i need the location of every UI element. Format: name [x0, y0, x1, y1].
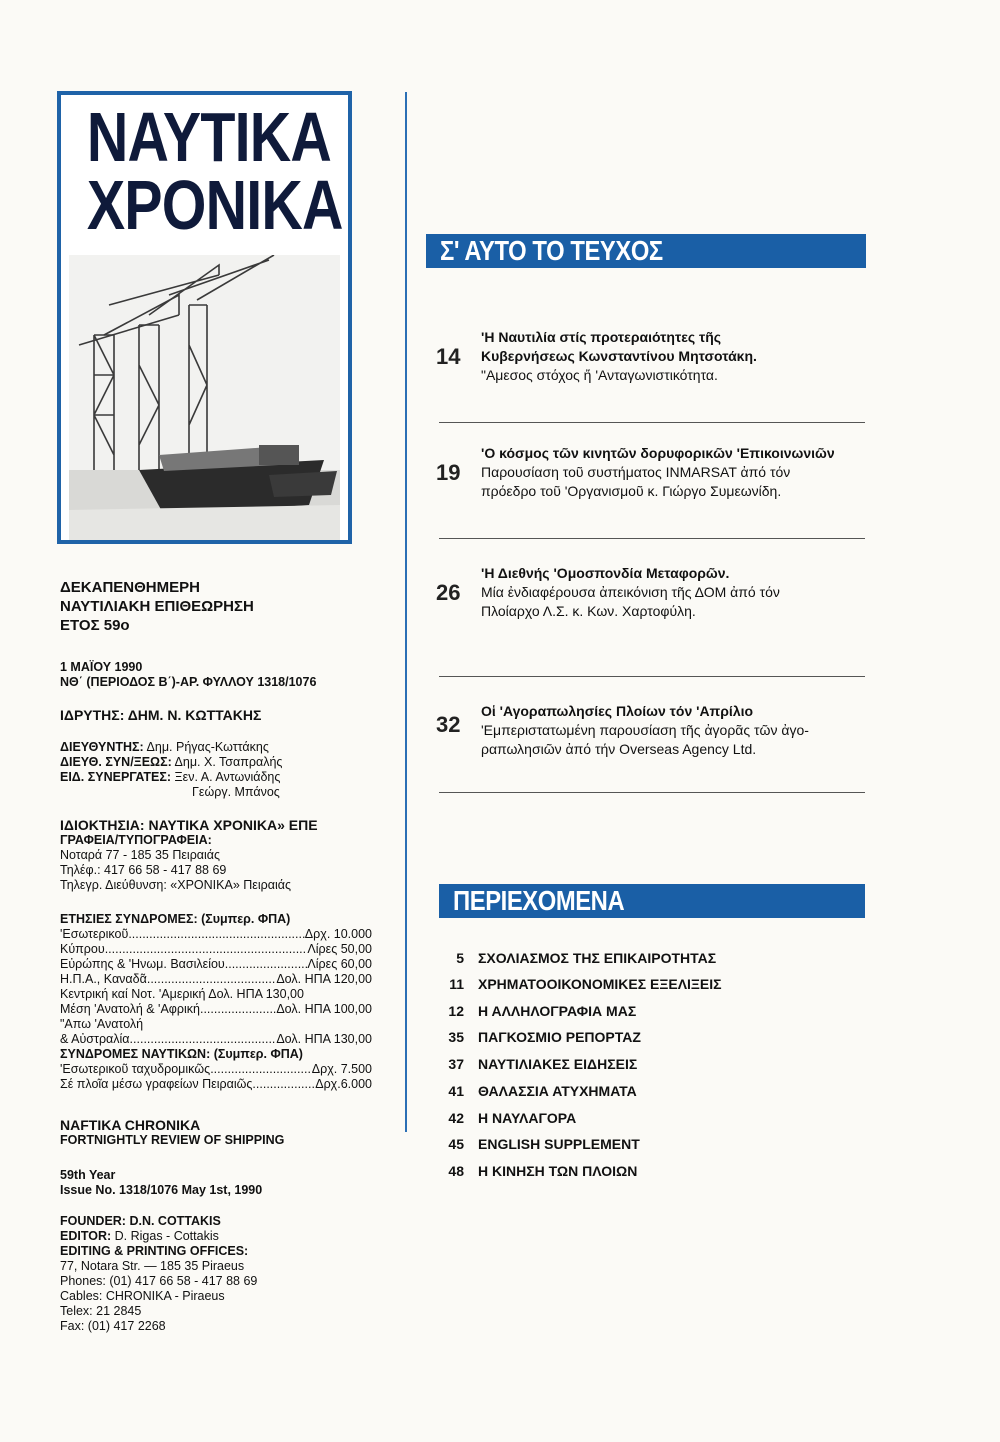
- subscription-row-7: [60, 1032, 372, 1047]
- english-issue: Issue No. 1318/1076 May 1st, 1990: [60, 1183, 263, 1197]
- article-headline: 'Η Διεθνής 'Ομοσπονδία Μεταφορῶν.: [481, 565, 730, 581]
- english-address: 77, Notara Str. — 185 35 Piraeus: [60, 1259, 245, 1273]
- subscription-label: & Αὐστραλία: [60, 1032, 130, 1046]
- subscription-label: 'Εσωτερικοῦ: [60, 927, 129, 941]
- english-cables: Cables: CHRONIKA - Piraeus: [60, 1289, 225, 1303]
- english-telex: Telex: 21 2845: [60, 1304, 142, 1318]
- year-label: ΕΤΟΣ 59ο: [60, 617, 130, 634]
- contents-page: 35: [448, 1029, 464, 1045]
- subscription-label: Κύπρου: [60, 942, 105, 956]
- cover-title-line2: ΧΡΟΝΙΚΑ: [86, 166, 343, 244]
- subscription-value: Δολ. ΗΠΑ 120,00: [276, 972, 372, 986]
- contents-title-text: Η ΑΛΛΗΛΟΓΡΑΦΙΑ ΜΑΣ: [478, 1003, 637, 1019]
- editor-line: [60, 755, 380, 770]
- contents-title-text: ΠΑΓΚΟΣΜΙΟ ΡΕΠΟΡΤΑΖ: [478, 1029, 641, 1045]
- subscription-value: Λίρες 60,00: [307, 957, 372, 971]
- article-separator: [439, 792, 865, 793]
- subscription-label: 'Εσωτερικοῦ ταχυδρομικῶς: [60, 1062, 211, 1076]
- contents-page: 12: [448, 1003, 464, 1019]
- article-separator: [439, 676, 865, 677]
- contents-title-text: ENGLISH SUPPLEMENT: [478, 1136, 640, 1152]
- article-summary-2: Πλοίαρχο Λ.Σ. κ. Κων. Χαρτοφύλη.: [481, 603, 696, 619]
- editor-name: Δημ. Χ. Τσαπραλής: [174, 755, 283, 769]
- english-name: NAFTIKA CHRONIKA: [60, 1117, 201, 1133]
- english-year: 59th Year: [60, 1168, 116, 1182]
- contents-page: 45: [448, 1136, 464, 1152]
- article-separator: [439, 538, 865, 539]
- naut-row-0: [60, 1062, 372, 1077]
- contents-title-text: ΧΡΗΜΑΤΟΟΙΚΟΝΟΜΙΚΕΣ ΕΞΕΛΙΞΕΙΣ: [478, 976, 722, 992]
- article-separator: [439, 422, 865, 423]
- subscription-label: Μέση 'Ανατολή & 'Αφρική: [60, 1002, 200, 1016]
- subtitle-review: ΝΑΥΤΙΛΙΑΚΗ ΕΠΙΘΕΩΡΗΣΗ: [60, 598, 254, 615]
- contents-page: 5: [456, 950, 464, 966]
- cover-title-line1: ΝΑΥΤΙΚΑ: [86, 98, 331, 176]
- subscription-value: Δολ. ΗΠΑ 130,00: [276, 1032, 372, 1046]
- article-summary: "Αμεσος στόχος ἤ 'Ανταγωνιστικότητα.: [481, 367, 718, 383]
- subscription-row-0: [60, 927, 372, 942]
- english-tagline: FORTNIGHTLY REVIEW OF SHIPPING: [60, 1133, 285, 1147]
- subscription-label: Σέ πλοῖα μέσω γραφείων Πειραιῶς: [60, 1077, 253, 1091]
- article-summary-2: ραπωλησιῶν ἀπό τήν Overseas Agency Ltd.: [481, 741, 757, 757]
- article-summary-2: πρόεδρο τοῦ 'Οργανισμοῦ κ. Γιώργο Συμεωνίδη.: [481, 483, 782, 499]
- subscription-row-6: "Απω 'Ανατολή: [60, 1017, 144, 1031]
- article-headline: 'Ο κόσμος τῶν κινητῶν δορυφορικῶν 'Επικοινωνιῶν: [481, 445, 835, 461]
- subscription-value: Δρχ. 10.000: [304, 927, 372, 941]
- subscription-label: Εὐρώπης & 'Ηνωμ. Βασιλείου: [60, 957, 225, 971]
- article-summary-1: 'Εμπεριστατωμένη παρουσίαση τῆς ἀγορᾶς τῶν ἀγο-: [481, 722, 809, 738]
- owner-line: ΙΔΙΟΚΤΗΣΙΑ: ΝΑΥΤΙΚΑ ΧΡΟΝΙΚΑ» ΕΠΕ: [60, 817, 318, 833]
- naut-row-1: [60, 1077, 372, 1092]
- subscription-value: Δολ. ΗΠΑ 100,00: [276, 1002, 372, 1016]
- english-founder: FOUNDER: D.N. COTTAKIS: [60, 1214, 221, 1228]
- article-summary-1: Μία ἐνδιαφέρουσα ἀπεικόνιση τῆς ΔΟΜ ἀπό τόν: [481, 584, 780, 600]
- address-line: Νοταρά 77 - 185 35 Πειραιάς: [60, 848, 221, 862]
- issue-date: 1 ΜΑΪΟΥ 1990: [60, 660, 143, 674]
- contents-banner: [439, 884, 865, 918]
- cover-photo-port-cranes-ship: [69, 255, 340, 540]
- in-this-issue-title: Σ' ΑΥΤΟ ΤΟ ΤΕΥΧΟΣ: [440, 235, 663, 266]
- collab-name-1: Ξεν. Α. Αντωνιάδης: [174, 770, 281, 784]
- english-editor-label: EDITOR:: [60, 1229, 112, 1243]
- contents-title-text: Η ΝΑΥΛΑΓΟΡΑ: [478, 1110, 577, 1126]
- cable-line: Τηλεγρ. Διεύθυνση: «ΧΡΟΝΙΚΑ» Πειραιάς: [60, 878, 291, 892]
- article-page: 19: [436, 460, 461, 485]
- in-this-issue-banner: [426, 234, 866, 268]
- contents-title-text: Η ΚΙΝΗΣΗ ΤΩΝ ΠΛΟΙΩΝ: [478, 1163, 638, 1179]
- english-offices: EDITING & PRINTING OFFICES:: [60, 1244, 249, 1258]
- article-headline-2: Κυβερνήσεως Κωνσταντίνου Μητσοτάκη.: [481, 348, 757, 364]
- article-page: 32: [436, 712, 461, 737]
- article-summary-1: Παρουσίαση τοῦ συστήματος INMARSAT ἀπό τόν: [481, 464, 791, 480]
- collab-line: [60, 770, 380, 785]
- subscription-row-4: Κεντρική καί Νοτ. 'Αμερική Δολ. ΗΠΑ 130,00: [60, 987, 304, 1001]
- english-editor-line: [60, 1229, 380, 1244]
- subscription-value: Δρχ. 7.500: [311, 1062, 372, 1076]
- naut-subscriptions-title: ΣΥΝΔΡΟΜΕΣ ΝΑΥΤΙΚΩΝ: (Συμπερ. ΦΠΑ): [60, 1047, 303, 1061]
- column-divider: [405, 92, 407, 1132]
- collab-name-2: Γεώργ. Μπάνος: [192, 785, 280, 799]
- director-label: ΔΙΕΥΘΥΝΤΗΣ:: [60, 740, 144, 754]
- director-line: [60, 740, 380, 755]
- english-editor-name: D. Rigas - Cottakis: [114, 1229, 219, 1243]
- editor-label: ΔΙΕΥΘ. ΣΥΝ/ΞΕΩΣ:: [60, 755, 172, 769]
- phone-line: Τηλέφ.: 417 66 58 - 417 88 69: [60, 863, 227, 877]
- subscription-value: Λίρες 50,00: [307, 942, 372, 956]
- contents-page: 48: [448, 1163, 464, 1179]
- subscriptions-title: ΕΤΗΣΙΕΣ ΣΥΝΔΡΟΜΕΣ: (Συμπερ. ΦΠΑ): [60, 912, 291, 926]
- contents-title-text: ΝΑΥΤΙΛΙΑΚΕΣ ΕΙΔΗΣΕΙΣ: [478, 1056, 638, 1072]
- subtitle-fortnightly: ΔΕΚΑΠΕΝΘΗΜΕΡΗ: [60, 579, 200, 596]
- english-fax: Fax: (01) 417 2268: [60, 1319, 166, 1333]
- director-name: Δημ. Ρήγας-Κωττάκης: [146, 740, 269, 754]
- issue-number: ΝΘ΄ (ΠΕΡΙΟΔΟΣ Β΄)-ΑΡ. ΦΥΛΛΟΥ 1318/1076: [60, 675, 317, 689]
- contents-page: 37: [448, 1056, 464, 1072]
- subscription-label: Η.Π.Α., Καναδᾶ: [60, 972, 147, 986]
- subscription-row-5: [60, 1002, 372, 1017]
- contents-page: 41: [448, 1083, 464, 1099]
- contents-page: 42: [448, 1110, 464, 1126]
- english-phones: Phones: (01) 417 66 58 - 417 88 69: [60, 1274, 258, 1288]
- article-headline-1: 'Η Ναυτιλία στίς προτεραιότητες τῆς: [481, 329, 722, 345]
- subscription-value: Δρχ.6.000: [315, 1077, 372, 1091]
- article-page: 14: [436, 344, 461, 369]
- contents-title: ΠΕΡΙΕΧΟΜΕΝΑ: [453, 885, 625, 916]
- collab-label: ΕΙΔ. ΣΥΝΕΡΓΑΤΕΣ:: [60, 770, 172, 784]
- magazine-cover: [57, 91, 352, 544]
- article-page: 26: [436, 580, 461, 605]
- subscription-row-2: [60, 957, 372, 972]
- founder-line: ΙΔΡΥΤΗΣ: ΔΗΜ. Ν. ΚΩΤΤΑΚΗΣ: [60, 707, 262, 723]
- offices-label: ΓΡΑΦΕΙΑ/ΤΥΠΟΓΡΑΦΕΙΑ:: [60, 833, 212, 847]
- subscription-row-1: [60, 942, 372, 957]
- contents-title-text: ΘΑΛΑΣΣΙΑ ΑΤΥΧΗΜΑΤΑ: [478, 1083, 637, 1099]
- subscription-row-3: [60, 972, 372, 987]
- contents-title-text: ΣΧΟΛΙΑΣΜΟΣ ΤΗΣ ΕΠΙΚΑΙΡΟΤΗΤΑΣ: [478, 950, 717, 966]
- contents-page: 11: [449, 976, 464, 992]
- article-headline: Οἱ 'Αγοραπωλησίες Πλοίων τόν 'Απρίλιο: [481, 703, 754, 719]
